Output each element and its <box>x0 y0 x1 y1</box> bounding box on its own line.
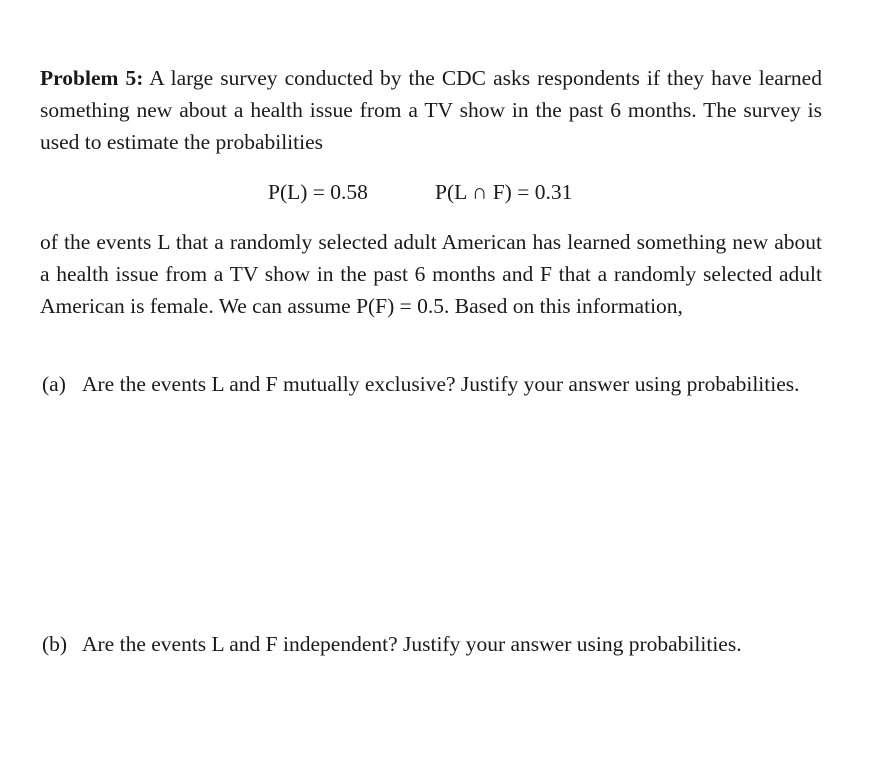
part-a-question: Are the events L and F mutually exclusive? Justify your answer using probabilities. <box>82 372 800 396</box>
intro-text: A large survey conducted by the CDC asks respondents if they have learned something new about a health issue from a TV show in the past 6 months. The survey is used to estimate the probabilities <box>40 66 822 154</box>
part-b-label: (b) <box>42 632 68 656</box>
problem-intro <box>40 62 822 158</box>
equation-p-l: P(L) = 0.58 <box>268 180 368 204</box>
probability-equations <box>0 176 870 208</box>
part-a-label: (a) <box>42 372 66 396</box>
event-definitions: of the events L that a randomly selected adult American has learned something new about a health issue from a TV show in the past 6 months and F that a randomly selected adult American is female. We can assume P(F) = 0.5. Based on this information, <box>40 230 822 318</box>
problem-heading: Problem 5: <box>40 66 144 90</box>
equation-p-l-and-f: P(L ∩ F) = 0.31 <box>435 180 573 204</box>
part-b-question: Are the events L and F independent? Justify your answer using probabilities. <box>82 632 742 656</box>
part-b <box>42 628 822 660</box>
part-a <box>42 368 822 400</box>
